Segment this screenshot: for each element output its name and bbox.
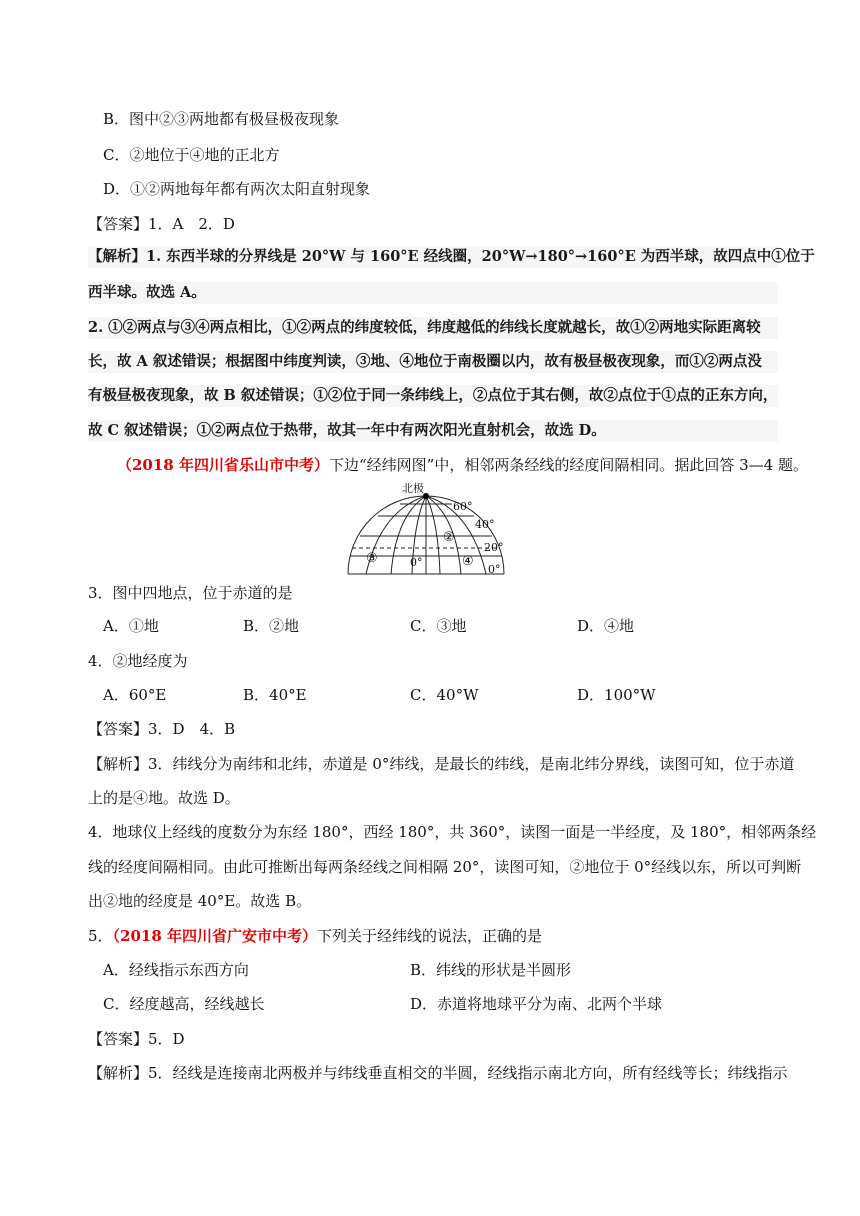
q3-option-d: D．④地 [577,617,635,635]
q5-option-d: D．赤道将地球平分为南、北两个半球 [410,995,663,1013]
point-2-marker: ② [443,530,455,545]
point-4-marker: ④ [462,554,474,569]
q4-option-c: C．40°W [410,686,479,704]
intro-q3-4-text: 下边“经纬网图”中，相邻两条经线的经度间隔相同。据此回答 3—4 题。 [328,456,808,474]
q5-option-b: B．纬线的形状是半圆形 [410,961,572,979]
option-d-q2: D．①②两地每年都有两次太阳直射现象 [103,180,371,198]
q5-option-c: C．经度越高，经线越长 [103,995,265,1013]
q5-text: 下列关于经纬线的说法，正确的是 [317,927,543,945]
explanation-3-4-line-5: 出②地的经度是 40°E。故选 B。 [88,892,312,910]
explanation-3-4-line-3: 4．地球仪上经线的度数分为东经 180°，西经 180°，共 360°，读图一面是一半经度，及 180°，相邻两条经 [88,823,817,841]
answer-3-4: 【答案】3．D 4．B [88,720,236,738]
explanation-scan-line-6: 故 C 叙述错误；①②两点位于热带，故其一年中有两次阳光直射机会，故选 D。 [88,420,778,442]
source-leshan: （2018 年四川省乐山市中考） [117,456,329,474]
intro-q3-4 [117,454,808,476]
explanation-scan-line-3: 2. ①②两点与③④两点相比，①②两点的纬度较低，纬度越低的纬线长度就越长，故①②两地实际距离较 [88,317,778,339]
lat-20-label: 20° [484,541,504,554]
source-guangan: （2018 年四川省广安市中考） [112,927,318,945]
lon-0-label: 0° [410,556,423,569]
q5-option-a: A．经线指示东西方向 [103,961,249,979]
point-3-marker: ③ [366,551,378,566]
explanation-scan-line-2: 西半球。故选 A。 [88,282,778,304]
question-5-stem [88,925,542,947]
lat-0-label: 0° [488,563,501,576]
question-4-stem: 4．②地经度为 [88,652,188,670]
explanation-scan-line-4: 长，故 A 叙述错误；根据图中纬度判读，③地、④地位于南极圈以内，故有极昼极夜现象，而①②两点没 [88,351,778,373]
explanation-3-4-line-4: 线的经度间隔相同。由此可推断出每两条经线之间相隔 20°，读图可知，②地位于 0°经线以东，所以可判断 [88,858,802,876]
q5-number: 5． [88,927,113,945]
option-c-q2: C．②地位于④地的正北方 [103,146,280,164]
option-b-q2: B．图中②③两地都有极昼极夜现象 [103,110,340,128]
explanation-3-4-line-1: 【解析】3．纬线分为南纬和北纬，赤道是 0°纬线，是最长的纬线，是南北纬分界线，读图可知，位于赤道 [88,755,795,773]
lat-40-label: 40° [475,518,495,531]
explanation-scan-line-5: 有极昼极夜现象，故 B 叙述错误；①②位于同一条纬线上，②点位于其右侧，故②点位于①点的正东方向， [88,385,778,407]
answer-5: 【答案】5．D [88,1030,185,1048]
q3-option-c: C．③地 [410,617,467,635]
answer-1-2: 【答案】1．A 2．D [88,215,235,233]
q4-option-a: A．60°E [103,686,167,704]
q4-option-b: B．40°E [243,686,307,704]
q3-option-b: B．②地 [243,617,300,635]
north-pole-label: 北极 [402,482,424,495]
question-3-stem: 3．图中四地点，位于赤道的是 [88,584,293,602]
explanation-5-line-1: 【解析】5．经线是连接南北两极并与纬线垂直相交的半圆，经线指示南北方向，所有经线等长；纬线指示 [88,1064,788,1082]
explanation-3-4-line-2: 上的是④地。故选 D。 [88,789,240,807]
q3-option-a: A．①地 [103,617,159,635]
q4-option-d: D．100°W [577,686,656,704]
lat-60-label: 60° [453,500,473,513]
explanation-scan-line-1: 【解析】1. 东西半球的分界线是 20°W 与 160°E 经线圈，20°W→180°→160°E 为西半球，故四点中①位于 [88,246,778,268]
